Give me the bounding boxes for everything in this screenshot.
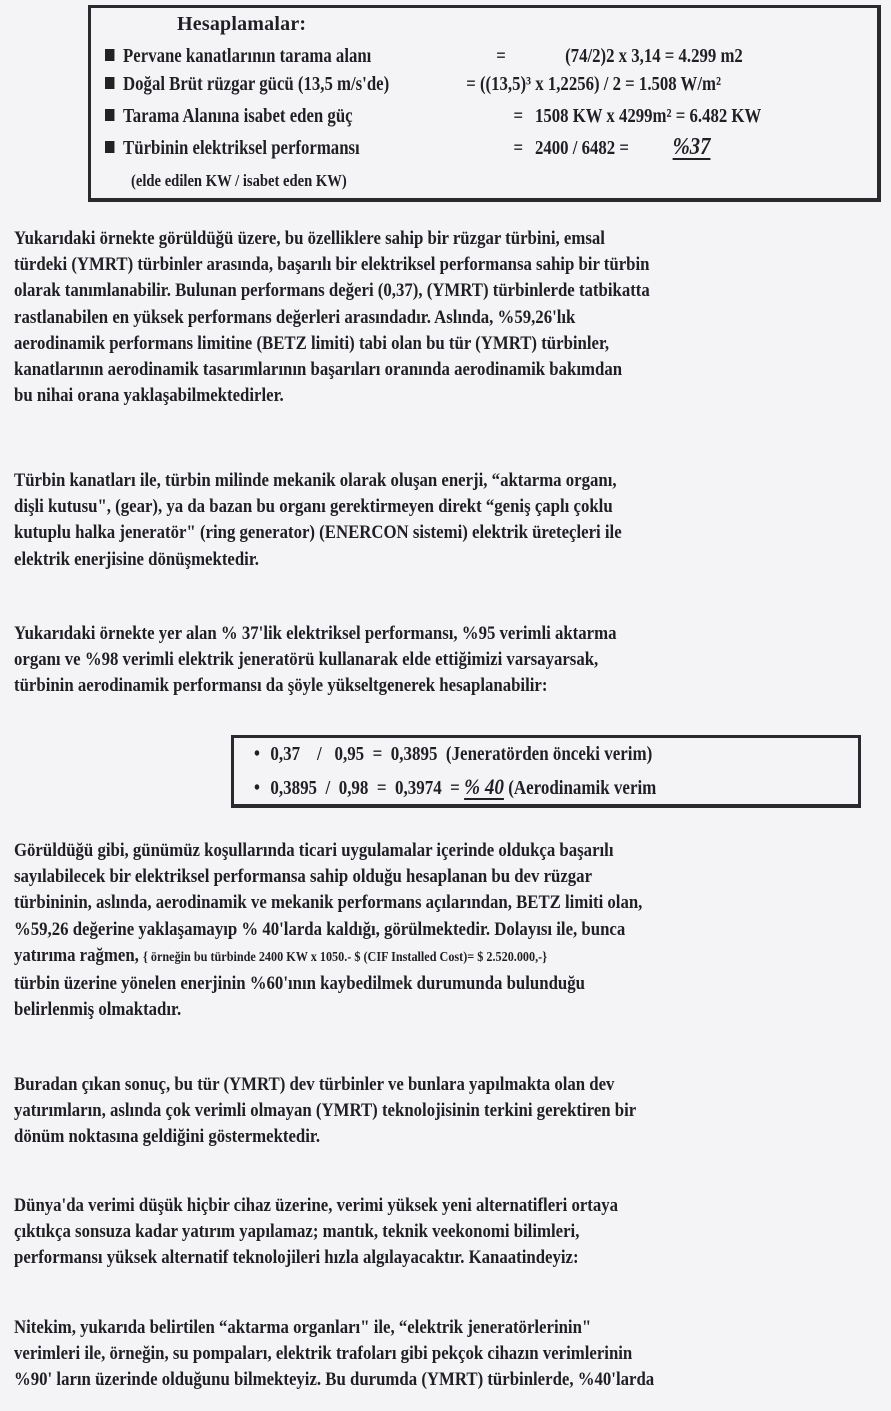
square-bullet-icon [105, 109, 114, 121]
bullet-icon: • [254, 744, 260, 765]
paragraph-2: Türbin kanatları ile, türbin milinde mekanik olarak oluşan enerji, “aktarma organı, dişli kutusu", (gear), ya da bazan bu organı gerektirmeyen direkt “geniş çaplı çoklu kutuplu halka jeneratör" (ring generator) (ENERCON sistemi) elektrik üreteçleri ile elektrik enerjisine dönüşmektedir. [14, 470, 622, 570]
calc-note: (elde edilen KW / isabet eden KW) [131, 171, 347, 190]
aerodynamic-efficiency-box [231, 735, 861, 808]
square-bullet-icon [105, 77, 114, 89]
electrical-performance-result: %37 [672, 134, 711, 160]
square-bullet-icon [105, 141, 114, 153]
bullet-icon: • [254, 778, 260, 799]
investment-note: { örneğin bu türbinde 2400 KW x 1050.- $ (CIF Installed Cost)= $ 2.520.000,-} [143, 949, 548, 965]
investment-line: yatırıma rağmen, { örneğin bu türbinde 2400 KW x 1050.- $ (CIF Installed Cost)= $ 2.520.000,-} [14, 944, 548, 966]
calc-row: Pervane kanatlarının tarama alanı = (74/2)2 x 3,14 = 4.299 m2 [105, 46, 371, 72]
paragraph-4: Görüldüğü gibi, günümüz koşullarında ticari uygulamalar içerinde oldukça başarılı sayılabilecek bir elektriksel performansa sahip olduğu hesaplanan bu dev rüzgar türbininin, aslında, aerodinamik ve mekanik performans açılarından, BETZ limiti olan, %59,26 değerine yaklaşamayıp % 40'larda kaldığı, görülmektedir. Dolayısı ile, bunca yatırıma rağmen, { örneğin bu türbinde 2400 KW x 1050.- $ (CIF Installed Cost)= $ 2.520.000,-} türbin üzerine yönelen enerjinin %60'ının kaybedilmek durumunda bulunduğu belirlenmiş olmaktadır. [14, 838, 889, 1023]
calculations-title: Hesaplamalar: [177, 13, 307, 35]
paragraph-7: Nitekim, yukarıda belirtilen “aktarma organları" ile, “elektrik jeneratörlerinin" verimleri ile, örneğin, su pompaları, elektrik trafoları gibi pekçok cihazın verimlerinin %90' ların üzerinde olduğunu bilmekteyiz. Bu durumda (YMRT) türbinlerde, %40'larda [14, 1317, 655, 1391]
paragraph-6: Dünya'da verimi düşük hiçbir cihaz üzerine, verimi yüksek yeni alternatifleri ortaya çıktıkça sonsuza kadar yatırım yapılamaz; mantık, teknik veekonomi bilimleri, performansı yüksek alternatif teknolojileri hızla algılayacaktır. Kanaatindeyiz: [14, 1195, 619, 1269]
paragraph-3: Yukarıdaki örnekte yer alan % 37'lik elektriksel performansı, %95 verimli aktarma organı ve %98 verimli elektrik jeneratörü kullanarak elde ettiğimizi varsayarsak, türbinin aerodinamik performansı da şöyle yükseltgenerek hesaplanabilir: [14, 623, 617, 697]
aerodynamic-efficiency-result: % 40 [464, 774, 504, 799]
paragraph-5: Buradan çıkan sonuç, bu tür (YMRT) dev türbinler ve bunlara yapılmakta olan dev yatırımların, aslında çok verimli olmayan (YMRT) teknolojisinin terkini gerektiren bir dönüm noktasına geldiğini göstermektedir. [14, 1074, 637, 1148]
square-bullet-icon [105, 49, 114, 61]
result-row: • 0,3895 / 0,98 = 0,3974 = % 40 (Aerodinamik verim [254, 774, 657, 799]
paragraph-1: Yukarıdaki örnekte görüldüğü üzere, bu özelliklere sahip bir rüzgar türbini, emsal türdeki (YMRT) türbinler arasında, başarılı bir elektriksel performansa sahip bir türbin olarak tanımlanabilir. Bulunan performans değeri (0,37), (YMRT) türbinlerde tatbikatta rastlanabilen en yüksek performans değerleri arasındadır. Aslında, %59,26'lık aerodinamik performans limitine (BETZ limiti) tabi olan bu tür (YMRT) türbinler, kanatlarının aerodinamik tasarımlarının başarıları oranında aerodinamik bakımdan bu nihai orana yaklaşabilmektedirler. [14, 228, 650, 407]
calculations-box [88, 5, 881, 202]
calc-row: Doğal Brüt rüzgar gücü (13,5 m/s'de) = ((13,5)³ x 1,2256) / 2 = 1.508 W/m² [105, 74, 389, 100]
result-row: • 0,37 / 0,95 = 0,3895 (Jeneratörden önceki verim) [254, 744, 653, 765]
calc-row: Tarama Alanına isabet eden güç = 1508 KW x 4299m² = 6.482 KW [105, 106, 353, 132]
calc-row: Türbinin elektriksel performansı = 2400 / 6482 = %37 [105, 138, 360, 164]
